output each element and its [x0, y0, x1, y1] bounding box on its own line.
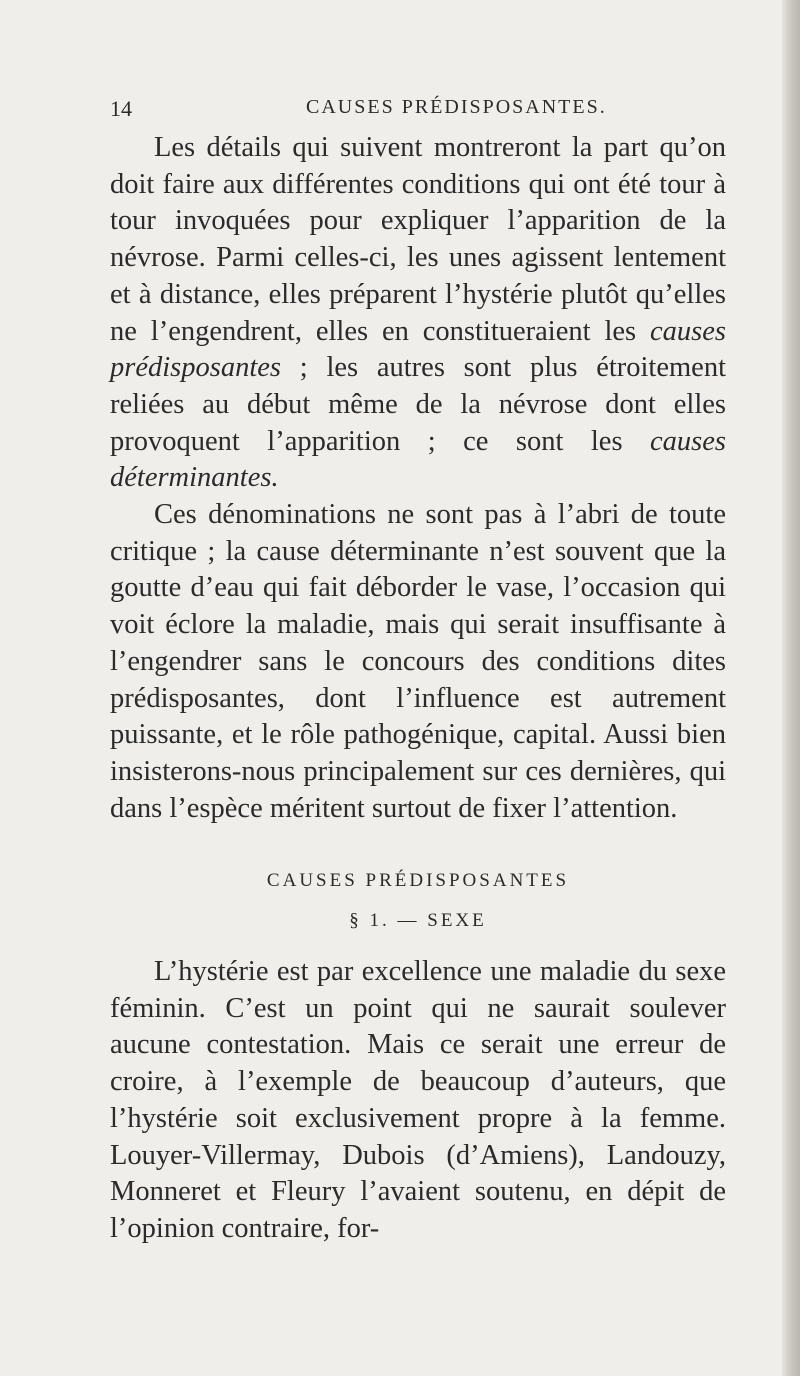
page-number: 14: [110, 96, 132, 121]
paragraph-1: [110, 130, 726, 497]
paragraph-2: Ces dénominations ne sont pas à l’abri de toute critique ; la cause déterminante n’est souvent que la goutte d’eau qui fait déborder le vase, l’occasion qui voit éclore la maladie, mais qui serait insuffisante à l’engendrer sans le concours des conditions dites prédisposantes, dont l’influence est autrement puissante, et le rôle pathogénique, capital. Aussi bien insisterons-nous principalement sur ces dernières, qui dans l’espèce méritent surtout de fixer l’attention.: [110, 499, 726, 824]
running-title: CAUSES PRÉDISPOSANTES.: [306, 96, 607, 118]
page-edge-shadow: [782, 0, 800, 1376]
paragraph-3: L’hystérie est par excellence une maladie du sexe féminin. C’est un point qui ne saurait soulever aucune contestation. Mais ce serait une erreur de croire, à l’exemple de beaucoup d’auteurs, que l’hystérie soit exclusivement propre à la femme. Louyer-Villermay, Dubois (d’Amiens), Landouzy, Monneret et Fleury l’avaient soutenu, en dépit de l’opinion contraire, for-: [110, 956, 726, 1244]
paragraph-1-text-b: ; les autres sont plus étroitement reliées au début même de la névrose dont elles provoquent l’apparition ; ce sont les: [110, 352, 726, 457]
section-subtitle: § 1. — SEXE: [349, 910, 487, 931]
paragraph-1-italic-term-1: causes prédisposantes: [110, 315, 726, 384]
paragraph-1-italic-term-2: causes déterminantes.: [110, 425, 726, 494]
paragraph-1-text-a: Les détails qui suivent montreront la part qu’on doit faire aux différentes conditions qui ont été tour à tour invoquées pour expliquer l’apparition de la névrose. Parmi celles-ci, les unes agissent lentement et à distance, elles préparent l’hystérie plutôt qu’elles ne l’engendrent, elles en constitueraient les: [110, 132, 726, 347]
section-title: CAUSES PRÉDISPOSANTES: [266, 870, 570, 891]
body-text-bottom: [110, 954, 726, 1248]
body-text-top: [110, 130, 726, 827]
running-head: [110, 96, 720, 126]
